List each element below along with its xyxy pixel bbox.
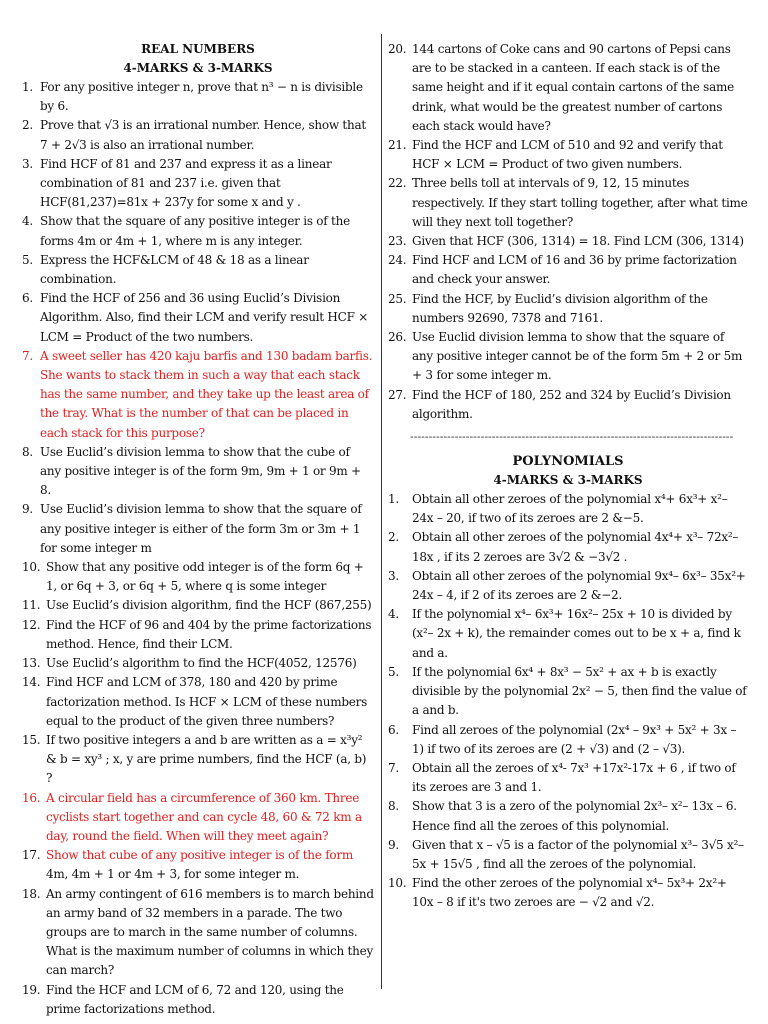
question-number: 8. [388, 799, 399, 814]
question-item [22, 846, 374, 884]
question-text: Obtain all other zeroes of the polynomial x⁴+ 6x³+ x²– 24x – 20, if two of its zeroes are 2 &−5. [412, 492, 728, 526]
question-item [22, 885, 374, 981]
question-text: Three bells toll at intervals of 9, 12, 15 minutes respectively. If they start tolling together, after what time will they next toll together? [412, 176, 748, 229]
question-text-highlight: Show that cube of any positive integer is of the form [46, 848, 353, 863]
question-number: 4. [388, 607, 399, 622]
question-number: 8. [22, 444, 33, 459]
question-item [22, 789, 374, 847]
question-number: 27. [388, 387, 407, 402]
question-number: 18. [22, 886, 41, 901]
question-item [22, 500, 374, 558]
right-column [388, 40, 748, 913]
question-text: If two positive integers a and b are written as a = x³y² & b = xy³ ; x, y are prime numbers, find the HCF (a, b) ? [46, 732, 367, 786]
question-text: Find the HCF of 256 and 36 using Euclid’s Division Algorithm. Also, find their LCM and verify result HCF × LCM = Product of the two numbers. [40, 291, 369, 344]
question-number: 9. [388, 837, 399, 852]
question-number: 20. [388, 42, 407, 56]
question-text: An army contingent of 616 members is to march behind an army band of 32 members in a parade. The two groups are to march in the same number of columns. What is the maximum number of columns in which they can march? [46, 886, 374, 978]
question-number: 24. [388, 253, 407, 268]
question-text: Use Euclid’s algorithm to find the HCF(4052, 12576) [46, 656, 357, 671]
question-text: For any positive integer n, prove that n³ − n is divisible by 6. [40, 80, 363, 114]
question-text: 4m, 4m + 1 or 4m + 3, for some integer m. [46, 867, 300, 882]
question-text: Find the HCF of 96 and 404 by the prime factorizations method. Hence, find their LCM. [46, 617, 372, 651]
question-text: Obtain all other zeroes of the polynomial 4x⁴+ x³– 72x²– 18x , if its 2 zeroes are 3√2 & −3√2 . [412, 530, 739, 564]
question-text: Obtain all other zeroes of the polynomial 9x⁴– 6x³– 35x²+ 24x – 4, if 2 of its zeroes are 2 &−2. [412, 568, 746, 603]
question-text: If the polynomial x⁴– 6x³+ 16x²– 25x + 10 is divided by (x²– 2x + k), the remainder comes out to be x + a, find k and a. [412, 607, 741, 660]
question-item [388, 874, 748, 912]
question-item [388, 40, 748, 136]
question-number: 4. [22, 214, 33, 229]
question-text: Find the other zeroes of the polynomial x⁴– 5x³+ 2x²+ 10x – 8 if it's two zeroes are − √2 and √2. [412, 876, 727, 910]
question-number: 19. [22, 982, 41, 997]
question-item [388, 663, 748, 721]
question-number: 12. [22, 617, 41, 632]
polynomials-question-list [388, 490, 748, 912]
question-text: A sweet seller has 420 kaju barfis and 130 badam barfis. She wants to stack them in such a way that each stack has the same number, and they take up the least area of the tray. What is the number of that can be placed in each stack for this purpose? [40, 348, 373, 440]
question-item [388, 721, 748, 759]
question-text: Find the HCF and LCM of 6, 72 and 120, using the prime factorizations method. [46, 982, 344, 1016]
question-number: 3. [22, 156, 33, 171]
question-item [22, 78, 374, 116]
question-item [388, 386, 748, 424]
question-text: Use Euclid’s division algorithm, find the HCF (867,255) [46, 598, 372, 613]
question-number: 9. [22, 502, 33, 517]
question-item [22, 443, 374, 501]
question-item [388, 328, 748, 386]
question-text: Show that 3 is a zero of the polynomial 2x³– x²– 13x – 6. Hence find all the zeroes of this polynomial. [412, 799, 737, 833]
question-item [388, 251, 748, 289]
question-number: 2. [22, 118, 33, 133]
question-number: 10. [388, 876, 407, 891]
question-text: Show that the square of any positive integer is of the forms 4m or 4m + 1, where m is any integer. [40, 214, 350, 248]
question-number: 2. [388, 530, 399, 545]
question-text: Find HCF of 81 and 237 and express it as a linear combination of 81 and 237 i.e. given that HCF(81,237)=81x + 237y for some x and y . [40, 156, 332, 210]
column-divider [381, 34, 382, 989]
question-number: 15. [22, 732, 41, 747]
question-item [388, 490, 748, 528]
question-number: 22. [388, 176, 407, 191]
question-item [388, 797, 748, 835]
question-text: Express the HCF&LCM of 48 & 18 as a linear combination. [40, 252, 309, 287]
question-text: Obtain all the zeroes of x⁴- 7x³ +17x²-17x + 6 , if two of its zeroes are 3 and 1. [412, 760, 736, 795]
question-item [22, 558, 374, 596]
question-item [388, 567, 748, 605]
question-number: 1. [388, 492, 399, 507]
question-number: 3. [388, 568, 399, 583]
question-item [22, 616, 374, 654]
section-separator: --------------------------------------------------------------------------------------- [410, 430, 734, 444]
question-item [22, 981, 374, 1019]
real-numbers-column [22, 40, 374, 1019]
question-item [388, 605, 748, 663]
question-text: Find the HCF and LCM of 510 and 92 and verify that HCF × LCM = Product of two given numbers. [412, 138, 723, 172]
question-item [22, 251, 374, 289]
question-number: 7. [388, 760, 399, 775]
question-number: 6. [388, 722, 399, 737]
question-text: Find the HCF, by Euclid’s division algorithm of the numbers 92690, 7378 and 7161. [412, 291, 708, 325]
question-item [388, 232, 748, 251]
section-subtitle-marks: 4-MARKS & 3-MARKS [123, 61, 273, 75]
question-text: Given that HCF (306, 1314) = 18. Find LCM (306, 1314) [412, 234, 744, 249]
question-text: Find all zeroes of the polynomial (2x⁴ – 9x³ + 5x² + 3x – 1) if two of its zeroes are (2 + √3) and (2 – √3). [412, 722, 737, 756]
question-item [388, 174, 748, 232]
question-number: 1. [22, 80, 33, 94]
question-number: 26. [388, 330, 407, 345]
question-item [22, 654, 374, 673]
question-item [388, 836, 748, 874]
question-number: 13. [22, 656, 41, 671]
question-number: 5. [22, 252, 33, 267]
question-text: Prove that √3 is an irrational number. Hence, show that 7 + 2√3 is also an irrational number. [40, 118, 366, 152]
question-text: Use Euclid’s division lemma to show that the cube of any positive integer is of the form 9m, 9m + 1 or 9m + 8. [40, 444, 361, 498]
question-number: 7. [22, 348, 33, 363]
question-text: Show that any positive odd integer is of the form 6q + 1, or 6q + 3, or 6q + 5, where q is some integer [46, 560, 364, 594]
question-item [22, 731, 374, 789]
question-item [388, 759, 748, 797]
section-title-polynomials: POLYNOMIALS [512, 454, 624, 470]
question-number: 21. [388, 138, 407, 153]
question-number: 6. [22, 291, 33, 306]
question-text: Use Euclid’s division lemma to show that the square of any positive integer is either of the form 3m or 3m + 1 for some integer m [40, 502, 362, 555]
question-item [388, 528, 748, 566]
question-item [22, 596, 374, 615]
question-item [22, 212, 374, 250]
question-text: Given that x – √5 is a factor of the polynomial x³– 3√5 x²– 5x + 15√5 , find all the zeroes of the polynomial. [412, 837, 744, 871]
question-text: Find HCF and LCM of 16 and 36 by prime factorization and check your answer. [412, 253, 737, 287]
question-item [22, 347, 374, 443]
question-number: 17. [22, 848, 41, 863]
real-numbers-question-list-continued [388, 40, 748, 424]
question-item [22, 673, 374, 731]
question-number: 11. [22, 598, 41, 613]
question-number: 14. [22, 675, 41, 690]
question-text: Use Euclid division lemma to show that the square of any positive integer cannot be of the form 5m + 2 or 5m + 3 for some integer m. [412, 330, 743, 383]
question-number: 25. [388, 291, 407, 306]
question-number: 5. [388, 664, 399, 679]
question-number: 16. [22, 790, 41, 805]
real-numbers-question-list [22, 78, 374, 1019]
question-text: Find the HCF of 180, 252 and 324 by Euclid’s Division algorithm. [412, 387, 731, 421]
section-title-real-numbers: REAL NUMBERS [141, 42, 255, 56]
question-text: A circular field has a circumference of 360 km. Three cyclists start together and can cycle 48, 60 & 72 km a day, round the field. When will they meet again? [46, 790, 362, 843]
question-text: Find HCF and LCM of 378, 180 and 420 by prime factorization method. Is HCF × LCM of these numbers equal to the product of the given three numbers? [46, 675, 367, 728]
question-text: If the polynomial 6x⁴ + 8x³ − 5x² + ax + b is exactly divisible by the polynomial 2x² − 5, then find the value of a and b. [412, 664, 747, 718]
question-item [22, 289, 374, 347]
question-number: 23. [388, 234, 407, 249]
question-item [22, 116, 374, 154]
question-item [388, 290, 748, 328]
question-item [22, 155, 374, 213]
question-text: 144 cartons of Coke cans and 90 cartons of Pepsi cans are to be stacked in a canteen. If each stack is of the same height and if it equal contain cartons of the same drink, what would be the greatest number of cartons each stack would have? [412, 42, 734, 133]
question-item [388, 136, 748, 174]
question-number: 10. [22, 560, 41, 575]
section-subtitle-polynomial-marks: 4-MARKS & 3-MARKS [493, 473, 643, 488]
